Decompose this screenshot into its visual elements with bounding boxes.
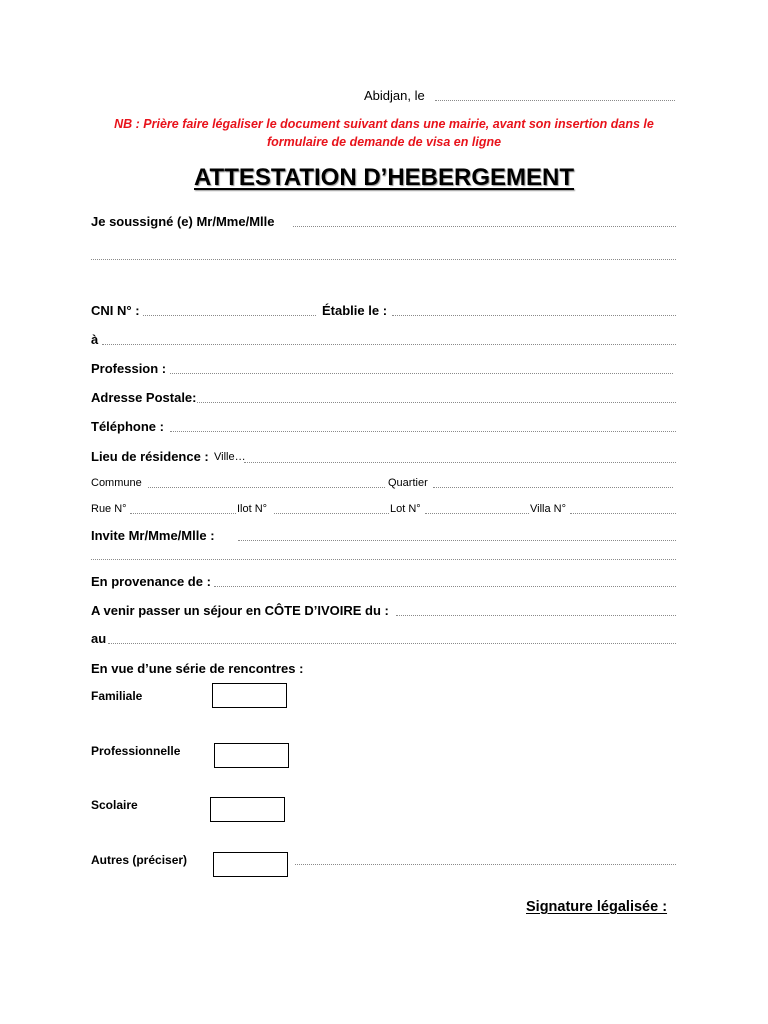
family-checkbox[interactable] (212, 683, 287, 708)
notice-line-2: formulaire de demande de visa en ligne (266, 135, 502, 149)
street-field[interactable] (130, 513, 236, 514)
issued-label: Établie le : (322, 303, 388, 318)
villa-label: Villa N° (530, 503, 566, 515)
other-label: Autres (préciser) (91, 853, 188, 867)
block-label: Ilot N° (237, 503, 268, 515)
date-field[interactable] (435, 100, 675, 101)
notice-line-1: NB : Prière faire légaliser le document suivant dans une mairie, avant son insertion dans le (114, 117, 654, 131)
school-checkbox[interactable] (210, 797, 285, 822)
block-field[interactable] (274, 513, 389, 514)
family-label: Familiale (91, 689, 143, 703)
quarter-label: Quartier (388, 477, 428, 489)
postal-field[interactable] (197, 402, 676, 403)
stay-from-field[interactable] (396, 615, 676, 616)
undersigned-field[interactable] (293, 226, 676, 227)
origin-field[interactable] (214, 586, 676, 587)
school-label: Scolaire (91, 798, 138, 812)
origin-label: En provenance de : (91, 574, 211, 589)
undersigned-label: Je soussigné (e) Mr/Mme/Mlle (91, 214, 275, 229)
place-date-label: Abidjan, le (364, 88, 425, 103)
invite-field-line-2[interactable] (91, 559, 676, 560)
invite-field[interactable] (238, 540, 676, 541)
lot-label: Lot N° (390, 503, 421, 515)
city-label: Ville… (214, 451, 246, 463)
invite-label: Invite Mr/Mme/Mlle : (91, 528, 215, 543)
phone-label: Téléphone : (91, 419, 164, 434)
profession-field[interactable] (170, 373, 673, 374)
undersigned-field-line-2[interactable] (91, 259, 676, 260)
signature-label: Signature légalisée : (526, 899, 668, 915)
postal-label: Adresse Postale: (91, 390, 197, 405)
residence-label: Lieu de résidence : (91, 449, 209, 464)
at-field[interactable] (102, 344, 676, 345)
phone-field[interactable] (170, 431, 676, 432)
cni-field[interactable] (143, 315, 316, 316)
professional-label: Professionnelle (91, 744, 181, 758)
legalization-notice (0, 115, 768, 151)
villa-field[interactable] (570, 513, 676, 514)
professional-checkbox[interactable] (214, 743, 289, 768)
street-label: Rue N° (91, 503, 127, 515)
document-title: ATTESTATION D’HEBERGEMENT (194, 164, 574, 191)
stay-label: A venir passer un séjour en CÔTE D’IVOIRE du : (91, 603, 389, 618)
issued-field[interactable] (392, 315, 676, 316)
stay-until-field[interactable] (108, 643, 676, 644)
quarter-field[interactable] (433, 487, 673, 488)
city-field[interactable] (244, 462, 676, 463)
commune-label: Commune (91, 477, 142, 489)
until-label: au (91, 631, 107, 646)
lot-field[interactable] (425, 513, 529, 514)
purpose-label: En vue d’une série de rencontres : (91, 661, 304, 676)
at-label: à (91, 332, 99, 347)
cni-label: CNI N° : (91, 303, 140, 318)
other-details-field[interactable] (295, 864, 676, 865)
other-checkbox[interactable] (213, 852, 288, 877)
commune-field[interactable] (148, 487, 385, 488)
profession-label: Profession : (91, 361, 167, 376)
